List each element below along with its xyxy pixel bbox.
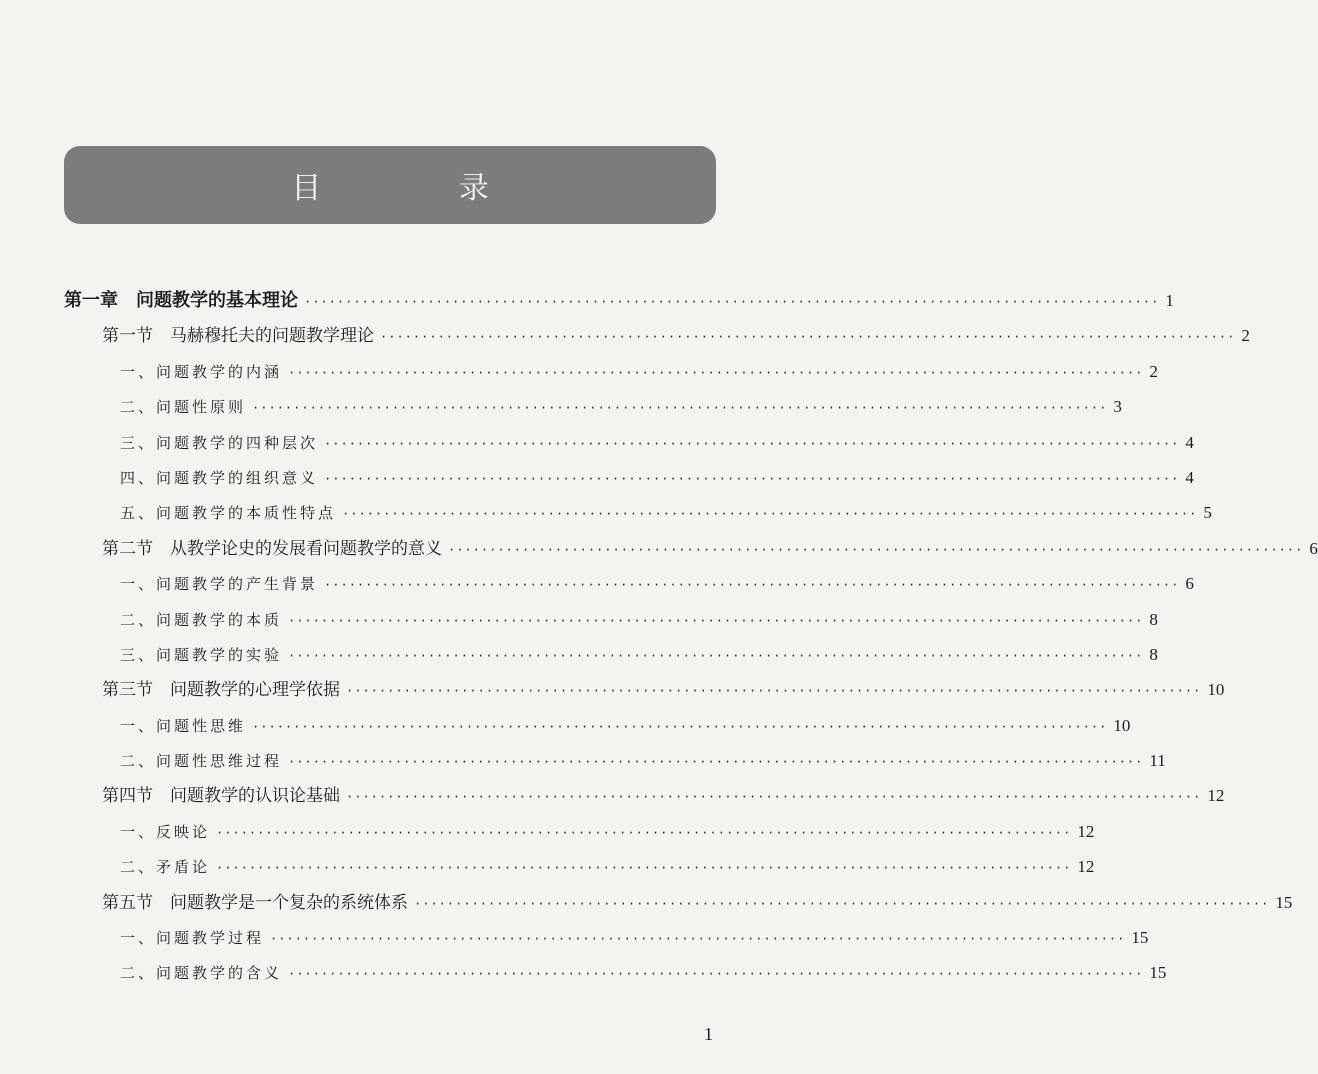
toc-leader-dots: ········································································································: [324, 436, 1180, 451]
toc-entry-section-2[interactable]: [64, 531, 1318, 566]
toc-entry-item[interactable]: [64, 955, 1167, 990]
toc-entry-section-5[interactable]: [64, 885, 1293, 920]
toc-entry-page: 4: [1185, 432, 1194, 452]
toc-leader-dots: ········································································································: [342, 507, 1198, 522]
toc-banner: [64, 146, 716, 224]
toc-entry-label: 二、问题性原则: [120, 398, 247, 417]
table-of-contents: [64, 283, 1318, 991]
toc-leader-dots: ········································································································: [448, 542, 1304, 557]
toc-entry-page: 12: [1207, 786, 1225, 806]
toc-entry-page: 15: [1275, 892, 1293, 912]
toc-entry-page: 1: [1165, 291, 1174, 310]
toc-entry-item[interactable]: [64, 849, 1095, 884]
toc-entry-page: 5: [1203, 503, 1212, 523]
toc-entry-section-4[interactable]: [64, 778, 1225, 813]
toc-entry-page: 6: [1185, 574, 1194, 594]
toc-entry-chapter-1[interactable]: [64, 283, 1174, 318]
toc-entry-page: 12: [1077, 821, 1095, 841]
toc-entry-item[interactable]: [64, 566, 1194, 601]
toc-entry-item[interactable]: [64, 637, 1158, 672]
toc-entry-item[interactable]: [64, 425, 1194, 460]
toc-entry-item[interactable]: [64, 814, 1095, 849]
toc-entry-page: 12: [1077, 857, 1095, 877]
toc-leader-dots: ········································································································: [252, 401, 1108, 416]
toc-entry-page: 15: [1131, 928, 1149, 948]
toc-entry-page: 8: [1149, 609, 1158, 629]
toc-entry-label: 二、问题教学的含义: [120, 964, 283, 983]
toc-leader-dots: ········································································································: [288, 613, 1144, 628]
toc-entry-item[interactable]: [64, 708, 1131, 743]
toc-leader-dots: ········································································································: [288, 365, 1144, 380]
toc-entry-page: 10: [1207, 680, 1225, 700]
toc-entry-label: 一、问题教学过程: [120, 929, 265, 948]
toc-leader-dots: ········································································································: [324, 578, 1180, 593]
toc-entry-page: 15: [1149, 963, 1167, 983]
toc-leader-dots: ········································································································: [252, 719, 1108, 734]
toc-entry-item[interactable]: [64, 354, 1158, 389]
toc-entry-item[interactable]: [64, 460, 1194, 495]
toc-entry-page: 6: [1309, 538, 1318, 558]
toc-entry-label: 一、问题教学的产生背景: [120, 575, 319, 594]
toc-leader-dots: ········································································································: [270, 932, 1126, 947]
toc-entry-label: 一、问题教学的内涵: [120, 362, 283, 381]
toc-entry-page: 3: [1113, 397, 1122, 417]
toc-leader-dots: ········································································································: [288, 648, 1144, 663]
toc-entry-label: 四、问题教学的组织意义: [120, 468, 319, 487]
toc-entry-item[interactable]: [64, 743, 1166, 778]
toc-entry-label: 二、问题教学的本质: [120, 610, 283, 629]
toc-leader-dots: ········································································································: [346, 684, 1202, 699]
toc-title: 目 录: [291, 171, 553, 206]
toc-entry-label: 三、问题教学的四种层次: [120, 433, 319, 452]
toc-entry-label: 第二节 从教学论史的发展看问题教学的意义: [102, 538, 442, 559]
toc-entry-label: 二、问题性思维过程: [120, 752, 283, 771]
toc-entry-section-1[interactable]: [64, 318, 1250, 353]
toc-entry-page: 8: [1149, 644, 1158, 664]
toc-entry-item[interactable]: [64, 389, 1122, 424]
toc-entry-label: 第四节 问题教学的认识论基础: [102, 786, 340, 807]
toc-entry-label: 二、矛盾论: [120, 858, 211, 877]
toc-entry-page: 11: [1149, 751, 1166, 771]
toc-leader-dots: ········································································································: [380, 330, 1236, 345]
toc-entry-page: 2: [1149, 361, 1158, 381]
toc-entry-page: 2: [1241, 326, 1250, 346]
toc-entry-label: 第一章 问题教学的基本理论: [64, 290, 298, 311]
toc-entry-item[interactable]: [64, 920, 1149, 955]
toc-entry-label: 一、问题性思维: [120, 716, 247, 735]
toc-leader-dots: ········································································································: [288, 967, 1144, 982]
toc-entry-page: 4: [1185, 467, 1194, 487]
toc-leader-dots: ········································································································: [414, 896, 1270, 911]
toc-entry-item[interactable]: [64, 495, 1212, 530]
toc-leader-dots: ········································································································: [288, 755, 1144, 770]
toc-entry-label: 一、反映论: [120, 822, 211, 841]
toc-leader-dots: ········································································································: [216, 861, 1072, 876]
toc-entry-section-3[interactable]: [64, 672, 1225, 707]
toc-entry-label: 五、问题教学的本质性特点: [120, 504, 337, 523]
toc-entry-item[interactable]: [64, 602, 1158, 637]
toc-entry-label: 第五节 问题教学是一个复杂的系统体系: [102, 892, 408, 913]
toc-leader-dots: ········································································································: [304, 295, 1160, 309]
page-number: 1: [704, 1024, 713, 1044]
toc-leader-dots: ········································································································: [346, 790, 1202, 805]
toc-leader-dots: ········································································································: [324, 471, 1180, 486]
toc-entry-label: 第三节 问题教学的心理学依据: [102, 680, 340, 701]
toc-leader-dots: ········································································································: [216, 825, 1072, 840]
toc-entry-page: 10: [1113, 715, 1131, 735]
toc-entry-label: 三、问题教学的实验: [120, 645, 283, 664]
toc-entry-label: 第一节 马赫穆托夫的问题教学理论: [102, 326, 374, 347]
